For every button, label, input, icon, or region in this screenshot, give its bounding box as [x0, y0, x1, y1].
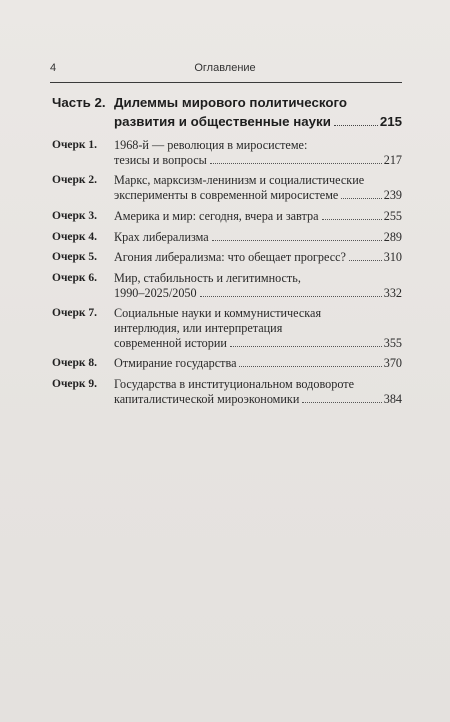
page-header: [50, 62, 400, 80]
running-head: Оглавление: [194, 62, 256, 74]
entry-title: [114, 271, 402, 300]
entry-title: [114, 306, 402, 350]
part-title-line-1: Дилеммы мирового политического: [114, 95, 347, 110]
entry-last-line: [114, 286, 402, 301]
part-label: Часть 2.: [52, 95, 106, 110]
entry-title-line: эксперименты в современной миросистеме: [114, 188, 339, 203]
entry-last-line: [114, 356, 402, 371]
entry-page-number: 384: [383, 391, 402, 406]
entry-label: Очерк 5.: [52, 251, 98, 264]
entry-label: Очерк 6.: [52, 271, 98, 284]
toc-entry: [52, 138, 402, 167]
entry-page-number: 332: [383, 285, 402, 300]
dot-leader: [230, 346, 382, 347]
entry-last-line: [114, 153, 402, 168]
entry-title-line: Маркс, марксизм-ленинизм и социалистические: [114, 173, 365, 188]
entry-title: [114, 377, 402, 406]
entry-title-line: Крах либерализма: [114, 229, 209, 244]
entry-title-line: Мир, стабильность и легитимность,: [114, 270, 301, 285]
entry-title-line: Америка и мир: сегодня, вчера и завтра: [114, 208, 319, 223]
entry-last-line: [114, 188, 402, 203]
toc-entries: [52, 138, 402, 413]
entry-last-line: [114, 209, 402, 224]
entry-title-line: Отмирание государства: [114, 356, 237, 371]
part-page-number: 215: [379, 114, 402, 129]
toc-entry: [52, 356, 402, 371]
entry-title: [114, 173, 402, 202]
entry-last-line: [114, 230, 402, 245]
page-number: 4: [50, 62, 57, 74]
dot-leader: [341, 198, 381, 199]
entry-title: [114, 356, 402, 371]
entry-title-line: современной истории: [114, 335, 227, 350]
header-rule: [50, 82, 402, 83]
entry-title: [114, 138, 402, 167]
entry-label: Очерк 1.: [52, 139, 98, 151]
entry-title-line: Агония либерализма: что обещает прогресс?: [114, 250, 346, 265]
dot-leader: [212, 240, 382, 241]
entry-label: Очерк 7.: [52, 307, 98, 320]
entry-title-line: тезисы и вопросы: [114, 152, 207, 167]
toc-entry: [52, 250, 402, 265]
entry-label: Очерк 2.: [52, 174, 98, 187]
entry-page-number: 239: [383, 188, 402, 203]
dot-leader: [239, 366, 381, 367]
entry-page-number: 310: [383, 250, 402, 265]
entry-title-line: 1968-й — революция в миросистеме:: [114, 138, 308, 152]
entry-page-number: 370: [383, 356, 402, 371]
entry-last-line: [114, 392, 402, 407]
entry-last-line: [114, 336, 402, 351]
entry-page-number: 355: [383, 335, 402, 350]
entry-title-line: Социальные науки и коммунистическая: [114, 306, 322, 321]
toc-entry: [52, 230, 402, 245]
entry-label: Очерк 8.: [52, 357, 98, 370]
entry-title: [114, 209, 402, 224]
entry-title: [114, 250, 402, 265]
dot-leader: [349, 260, 382, 261]
part-title-line-2-row: [114, 112, 402, 131]
dot-leader: [334, 125, 378, 126]
toc-entry: [52, 209, 402, 224]
entry-label: Очерк 9.: [52, 378, 98, 391]
toc-entry: [52, 271, 402, 300]
toc-entry: [52, 306, 402, 350]
entry-title-line: Государства в институциональном водовороте: [114, 377, 354, 392]
entry-title-line: 1990–2025/2050: [114, 285, 197, 300]
toc-entry: [52, 377, 402, 406]
entry-page-number: 289: [383, 229, 402, 244]
dot-leader: [210, 163, 382, 164]
entry-label: Очерк 3.: [52, 209, 98, 222]
entry-label: Очерк 4.: [52, 230, 98, 243]
dot-leader: [200, 296, 382, 297]
entry-last-line: [114, 250, 402, 265]
toc-entry: [52, 173, 402, 202]
entry-title-line: капиталистической мироэкономики: [114, 391, 300, 406]
dot-leader: [322, 219, 382, 220]
entry-page-number: 255: [383, 208, 402, 223]
entry-title: [114, 230, 402, 245]
dot-leader: [302, 402, 381, 403]
part-title-line-2: развития и общественные науки: [114, 114, 331, 129]
entry-page-number: 217: [383, 152, 402, 167]
entry-title-line: интерлюдия, или интерпретация: [114, 321, 283, 336]
